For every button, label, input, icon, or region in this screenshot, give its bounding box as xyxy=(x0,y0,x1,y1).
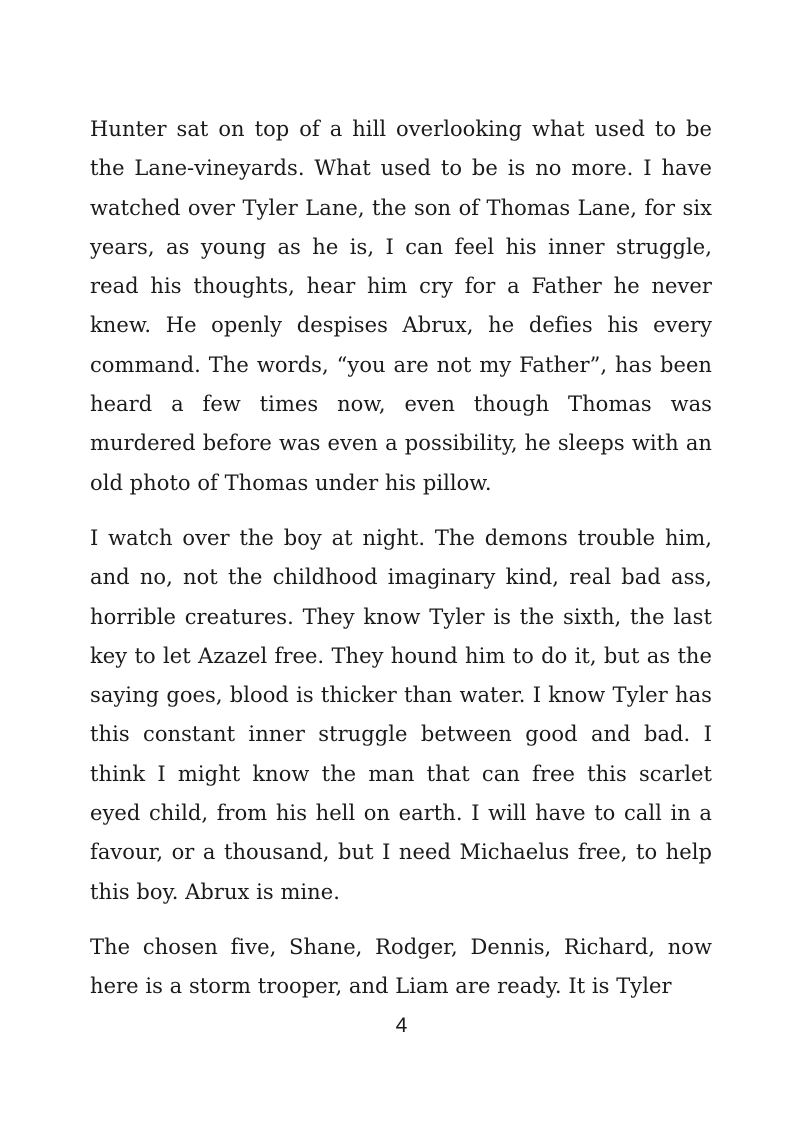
paragraph-2: I watch over the boy at night. The demons trouble him, and no, not the childhood imaginary kind, real bad ass, horrible creatures. They know Tyler is the sixth, the last key to let Azazel free. They hound him to do it, but as the saying goes, blood is thicker than water. I know Tyler has this constant inner struggle between good and bad. I think I might know the man that can free this scarlet eyed child, from his hell on earth. I will have to call in a favour, or a thousand, but I need Michaelus free, to help this boy. Abrux is mine. xyxy=(90,525,712,904)
page-number: 4 xyxy=(395,1014,408,1037)
paragraph-3: The chosen five, Shane, Rodger, Dennis, Richard, now here is a storm trooper, and Liam are ready. It is Tyler xyxy=(90,934,712,999)
body-text xyxy=(90,110,712,1023)
paragraph-1: Hunter sat on top of a hill overlooking what used to be the Lane-vineyards. What used to be is no more. I have watched over Tyler Lane, the son of Thomas Lane, for six years, as young as he is, I can feel his inner struggle, read his thoughts, hear him cry for a Father he never knew. He openly despises Abrux, he defies his every command. The words, “you are not my Father”, has been heard a few times now, even though Thomas was murdered before was even a possibility, he sleeps with an old photo of Thomas under his pillow. xyxy=(90,117,712,495)
